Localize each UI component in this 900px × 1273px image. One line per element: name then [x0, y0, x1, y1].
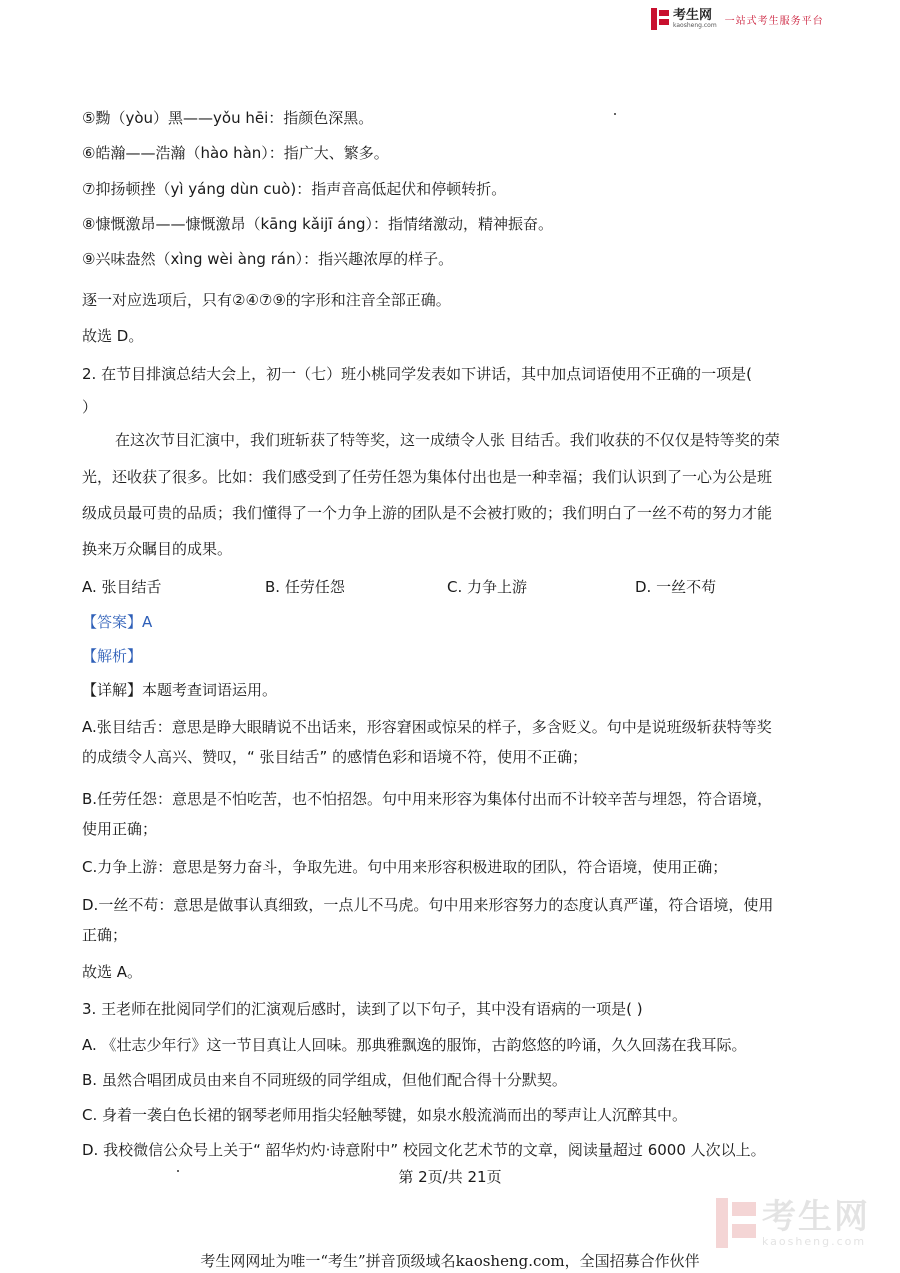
text-line: ⑧慷慨激昂——慷慨激昂（kāng kǎijī áng）：指情绪激动，精神振奋。 — [82, 215, 553, 233]
detail-line: 的成绩令人高兴、赞叹，“ 张目结舌” 的感情色彩和语境不符，使用不正确； — [82, 748, 588, 766]
detail-line: 使用正确； — [82, 820, 158, 838]
passage-line: 光，还收获了很多。比如：我们感受到了任劳任怨为集体付出也是一种幸福；我们认识到了一心为公是班 — [82, 468, 773, 486]
text-line: ⑨兴味盎然（xìng wèi àng rán）：指兴趣浓厚的样子。 — [82, 250, 454, 268]
watermark-icon — [716, 1198, 756, 1248]
stray-dot — [614, 113, 616, 115]
passage-line: 在这次节目汇演中，我们班斩获了特等奖，这一成绩令人张 目结舌。我们收获的不仅仅是特等奖的荣 — [115, 431, 780, 449]
question-2: 2. 在节目排演总结大会上，初一（七）班小桃同学发表如下讲话，其中加点词语使用不正确的一项是( — [82, 365, 752, 383]
detail-line: C.力争上游：意思是努力奋斗，争取先进。句中用来形容积极进取的团队，符合语境，使用正确； — [82, 858, 728, 876]
detail-line: B.任劳任怨：意思是不怕吃苦，也不怕招怨。句中用来形容为集体付出而不计较辛苦与埋怨，符合语境， — [82, 790, 773, 808]
q3-option-c: C. 身着一袭白色长裙的钢琴老师用指尖轻触琴键，如泉水般流淌而出的琴声让人沉醉其中。 — [82, 1106, 688, 1124]
analysis-label: 【解析】 — [82, 647, 143, 665]
text-line: 逐一对应选项后，只有②④⑦⑨的字形和注音全部正确。 — [82, 291, 451, 309]
page-number: 第 2页/共 21页 — [398, 1168, 502, 1186]
question-3: 3. 王老师在批阅同学们的汇演观后感时，读到了以下句子，其中没有语病的一项是( ) — [82, 1000, 643, 1018]
detail-line: 【详解】本题考查词语运用。 — [82, 681, 278, 699]
answer-label: 【答案】A — [82, 613, 153, 631]
logo-slogan: 一站式考生服务平台 — [724, 15, 824, 27]
option-a: A. 张目结舌 — [82, 578, 162, 596]
text-line: ⑥皓瀚——浩瀚（hào hàn）：指广大、繁多。 — [82, 144, 389, 162]
text-line: ⑤黝（yòu）黑——yǒu hēi：指颜色深黑。 — [82, 109, 374, 127]
detail-line: 正确； — [82, 926, 128, 944]
watermark-name: 考生网 — [762, 1196, 870, 1237]
logo-name: 考生网 — [673, 8, 713, 23]
option-b: B. 任劳任怨 — [265, 578, 345, 596]
watermark-logo — [716, 1198, 870, 1248]
site-logo — [651, 8, 824, 30]
passage-line: 级成员最可贵的品质；我们懂得了一个力争上游的团队是不会被打败的；我们明白了一丝不苟的努力才能 — [82, 504, 773, 522]
question-2-paren: ） — [82, 398, 98, 416]
q3-option-a: A. 《壮志少年行》这一节目真让人回味。那典雅飘逸的服饰，古韵悠悠的吟诵，久久回荡在我耳际。 — [82, 1036, 747, 1054]
text-line: ⑦抑扬顿挫（yì yáng dùn cuò)：指声音高低起伏和停顿转折。 — [82, 180, 507, 198]
q3-option-d: D. 我校微信公众号上关于“ 韶华灼灼·诗意附中” 校园文化艺术节的文章，阅读量超过 6000 人次以上。 — [82, 1141, 766, 1159]
logo-icon — [651, 8, 669, 30]
option-c: C. 力争上游 — [447, 578, 528, 596]
conclusion-line: 故选 A。 — [82, 963, 143, 981]
detail-line: A.张目结舌：意思是睁大眼睛说不出话来，形容窘困或惊呆的样子，多含贬义。句中是说班级斩获特等奖 — [82, 718, 772, 736]
q3-option-b: B. 虽然合唱团成员由来自不同班级的同学组成，但他们配合得十分默契。 — [82, 1071, 567, 1089]
footer-text: 考生网网址为唯一“考生”拼音顶级域名kaosheng.com，全国招募合作伙伴 — [200, 1252, 700, 1270]
option-d: D. 一丝不苟 — [635, 578, 717, 596]
logo-domain: kaosheng.com — [673, 22, 717, 29]
watermark-domain: kaosheng.com — [762, 1234, 867, 1248]
passage-line: 换来万众瞩目的成果。 — [82, 540, 233, 558]
detail-line: D.一丝不苟：意思是做事认真细致，一点儿不马虎。句中用来形容努力的态度认真严谨，符合语境，使用 — [82, 896, 774, 914]
text-line: 故选 D。 — [82, 327, 144, 345]
